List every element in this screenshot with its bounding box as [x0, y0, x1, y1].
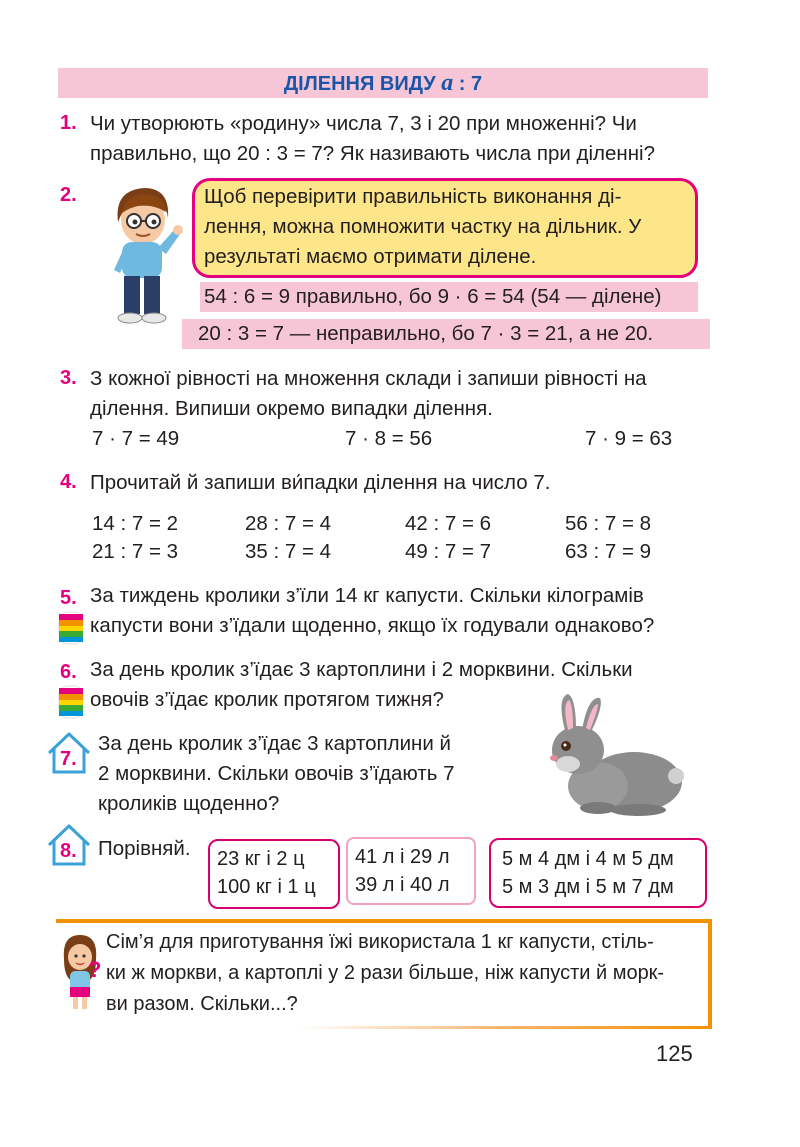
task-7-text — [98, 729, 538, 819]
task-3-text — [90, 364, 710, 424]
task-3-eq-2: 7 · 8 = 56 — [345, 427, 433, 450]
compare-item: 5 м 4 дм і 4 м 5 дм — [502, 848, 674, 870]
compare-item: 5 м 3 дм і 5 м 7 дм — [502, 876, 674, 898]
rule-line-3: результаті маємо отримати ділене. — [204, 245, 537, 268]
footer-line-2: ки ж моркви, а картоплі у 2 рази більше, ніж капусти й морк- — [106, 962, 665, 984]
rule-line-1: Щоб перевірити правильність виконання ді- — [204, 185, 622, 208]
task-4-eq: 28 : 7 = 4 — [245, 512, 332, 535]
compare-item: 23 кг і 2 ц — [217, 848, 305, 870]
compare-box-2-text — [355, 843, 450, 899]
rule-text — [204, 182, 690, 272]
compare-box-1-text — [217, 845, 316, 901]
example-2: 20 : 3 = 7 — неправильно, бо 7 · 3 = 21, а не 20. — [198, 322, 654, 345]
task-3-eq-1: 7 · 7 = 49 — [92, 427, 180, 450]
task-6-number: 6. — [60, 661, 77, 683]
task-8-text: Порівняй. — [98, 837, 191, 860]
compare-item: 39 л і 40 л — [355, 874, 450, 896]
task-5-line-1: За тиждень кролики з’їли 14 кг капусти. Скільки кілограмів — [90, 584, 644, 607]
boy-illustration — [96, 178, 188, 328]
compare-box-3-text — [502, 845, 674, 901]
girl-illustration — [58, 933, 102, 1013]
task-7-line-1: За день кролик з’їдає 3 картоплини й — [98, 732, 451, 755]
rabbit-illustration — [538, 690, 686, 820]
task-1-line-1: Чи утворюють «родину» числа 7, 3 і 20 при множенні? Чи — [90, 112, 637, 135]
task-5-number: 5. — [60, 587, 77, 609]
task-4-eq: 35 : 7 = 4 — [245, 540, 332, 563]
page-title — [58, 68, 708, 98]
task-1-line-2: правильно, що 20 : 3 = 7? Як називають числа при діленні? — [90, 142, 656, 165]
task-1-text — [90, 109, 710, 169]
task-4-eq: 21 : 7 = 3 — [92, 540, 179, 563]
task-1-number: 1. — [60, 112, 77, 134]
task-6-line-2: овочів з’їдає кролик протягом тижня? — [90, 688, 444, 711]
task-4-eq: 63 : 7 = 9 — [565, 540, 652, 563]
footer-top-line — [56, 919, 712, 923]
task-3-line-2: ділення. Випиши окремо випадки ділення. — [90, 397, 493, 420]
compare-item: 100 кг і 1 ц — [217, 876, 316, 898]
title-variable: a — [441, 70, 454, 96]
task-4-eq: 56 : 7 = 8 — [565, 512, 652, 535]
task-4-eq: 49 : 7 = 7 — [405, 540, 492, 563]
title-suffix: : 7 — [458, 73, 483, 95]
task-4-eq: 14 : 7 = 2 — [92, 512, 179, 535]
task-5-line-2: капусти вони з’їдали щоденно, якщо їх годували однаково? — [90, 614, 655, 637]
task-4-number: 4. — [60, 471, 77, 493]
footer-line-3: ви разом. Скільки...? — [106, 993, 298, 1015]
title-text: ДІЛЕННЯ ВИДУ — [283, 73, 436, 95]
task-3-number: 3. — [60, 367, 77, 389]
task-7-line-2: 2 морквини. Скільки овочів з’їдають 7 — [98, 762, 455, 785]
task-3-eq-3: 7 · 9 = 63 — [585, 427, 673, 450]
footer-text — [106, 927, 712, 1020]
task-7-line-3: кроликів щоденно? — [98, 792, 280, 815]
task-3-line-1: З кожної рівності на множення склади і запиши рівності на — [90, 367, 647, 390]
task-6-line-1: За день кролик з’їдає 3 картоплини і 2 морквини. Скільки — [90, 658, 633, 681]
rainbow-icon — [58, 611, 84, 645]
rainbow-icon — [58, 685, 84, 719]
compare-item: 41 л і 29 л — [355, 846, 450, 868]
svg-text:?: ? — [88, 957, 102, 982]
task-4-text: Прочитай й запиши ви́падки ділення на число 7. — [90, 471, 551, 494]
task-7-number: 7. — [60, 748, 77, 770]
footer-bottom-line — [300, 1026, 712, 1029]
footer-line-1: Сім’я для приготування їжі використала 1 кг капусти, стіль- — [106, 931, 654, 953]
page-number: 125 — [656, 1041, 693, 1066]
task-8-number: 8. — [60, 840, 77, 862]
task-5-text — [90, 581, 710, 641]
task-4-eq: 42 : 7 = 6 — [405, 512, 492, 535]
example-1: 54 : 6 = 9 правильно, бо 9 · 6 = 54 (54 — ділене) — [204, 285, 662, 308]
rule-line-2: лення, можна помножити частку на дільник. У — [204, 215, 642, 238]
task-2-number: 2. — [60, 184, 77, 206]
